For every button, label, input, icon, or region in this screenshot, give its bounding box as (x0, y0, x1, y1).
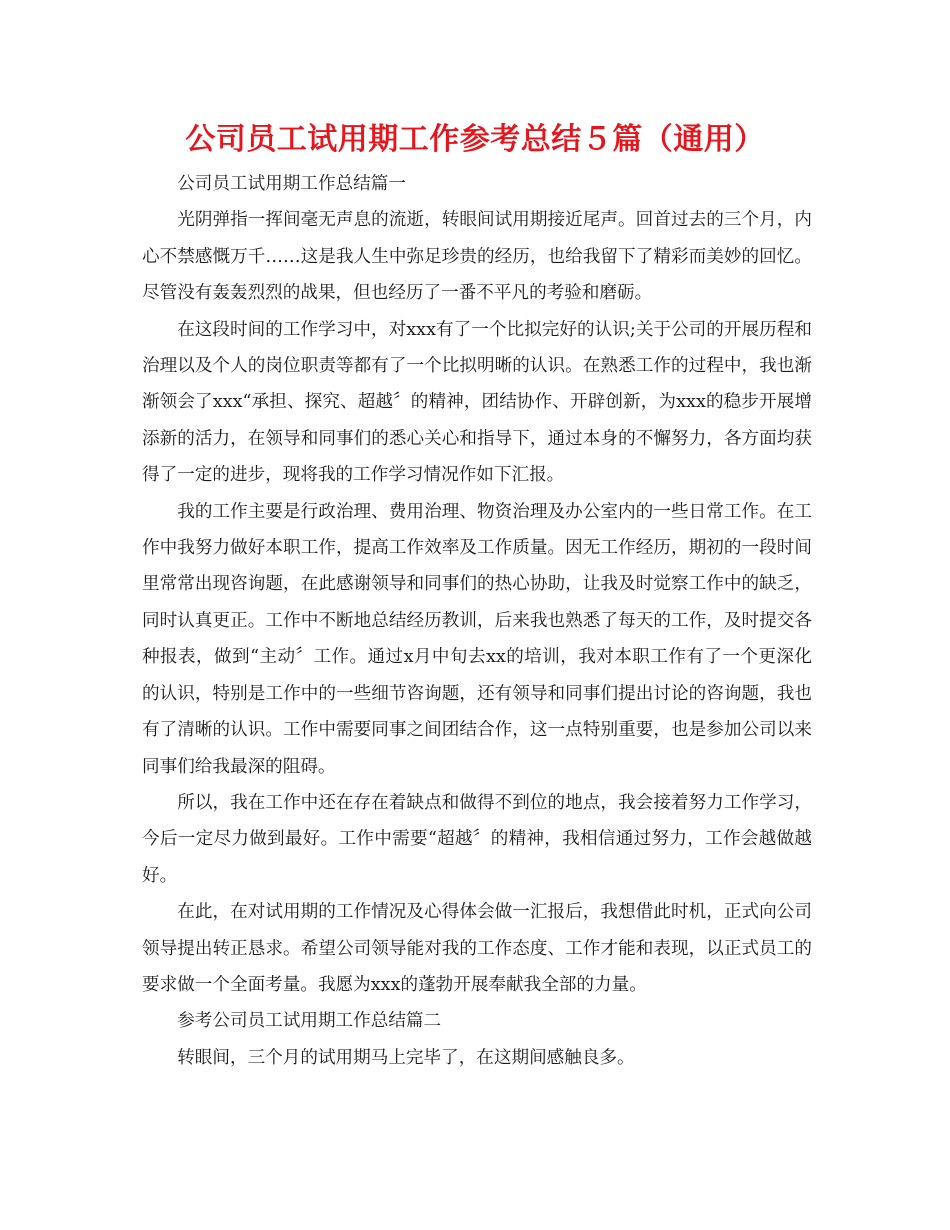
section-heading-1: 公司员工试用期工作总结篇一 (177, 174, 406, 194)
paragraph: 在这段时间的工作学习中，对xxx有了一个比拟完好的认识;关于公司的开展历程和治理以及个人的岗位职责等都有了一个比拟明晰的认识。在熟悉工作的过程中，我也渐渐领会了xxx“承担、探究、超越〞的精神，团结协作、开辟创新，为xxx的稳步开展增添新的活力，在领导和同事们的悉心关心和指导下，通过本身的不懈努力，各方面均获得了一定的进步，现将我的工作学习情况作如下汇报。 (142, 319, 812, 486)
document-body (142, 166, 812, 1076)
paragraph: 光阴弹指一挥间毫无声息的流逝，转眼间试用期接近尾声。回首过去的三个月，内心不禁感慨万千……这是我人生中弥足珍贵的经历，也给我留下了精彩而美妙的回忆。尽管没有轰轰烈烈的战果，但也经历了一番不平凡的考验和磨砺。 (142, 210, 812, 304)
paragraph: 我的工作主要是行政治理、费用治理、物资治理及办公室内的一些日常工作。在工作中我努力做好本职工作，提高工作效率及工作质量。因无工作经历，期初的一段时间里常常出现咨询题，在此感谢领导和同事们的热心协助，让我及时觉察工作中的缺乏，同时认真更正。工作中不断地总结经历教训，后来我也熟悉了每天的工作，及时提交各种报表，做到“主动〞工作。通过x月中旬去xx的培训，我对本职工作有了一个更深化的认识，特别是工作中的一些细节咨询题，还有领导和同事们提出讨论的咨询题，我也有了清晰的认识。工作中需要同事之间团结合作，这一点特别重要，也是参加公司以来同事们给我最深的阻碍。 (142, 501, 812, 777)
paragraph: 转眼间，三个月的试用期马上完毕了，在这期间感触良多。 (177, 1047, 635, 1068)
paragraph: 在此，在对试用期的工作情况及心得体会做一汇报后，我想借此时机，正式向公司领导提出转正恳求。希望公司领导能对我的工作态度、工作才能和表现，以正式员工的要求做一个全面考量。我愿为xxx的蓬勃开展奉献我全部的力量。 (142, 902, 812, 995)
section-heading-2: 参考公司员工试用期工作总结篇二 (177, 1011, 442, 1032)
document-title: 公司员工试用期工作参考总结５篇（通用） (185, 122, 765, 157)
paragraph: 所以，我在工作中还在存在着缺点和做得不到位的地点，我会接着努力工作学习，今后一定尽力做到最好。工作中需要“超越〞的精神，我相信通过努力，工作会越做越好。 (142, 792, 812, 886)
